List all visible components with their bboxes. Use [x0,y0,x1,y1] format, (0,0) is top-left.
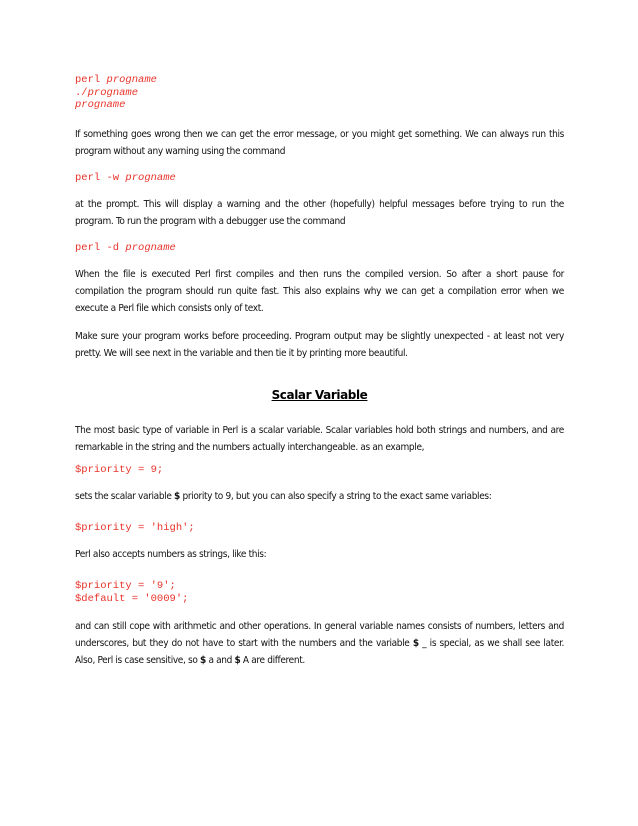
code-line: $priority = '9'; [75,580,176,592]
paragraph-prompt: at the prompt. This will display a warning and the other (hopefully) helpful messages before trying to run the program. To run the program with a debugger use the command [75,199,564,227]
text-run: sets the scalar variable [75,491,175,502]
text-run: a and [205,655,235,666]
code-block-debugger [75,242,564,255]
paragraph-set-scalar [75,488,564,505]
code-line [75,242,564,255]
paragraph-numbers-as-strings: Perl also accepts numbers as strings, like this: [75,549,267,560]
code-command: perl [75,74,107,86]
code-line: $default = '0009'; [75,592,189,605]
paragraph-scalar-intro: The most basic type of variable in Perl is a scalar variable. Scalar variables hold both strings and numbers, and are remarkable in the string and the numbers actually interchangeable. as an example, [75,425,564,453]
code-line [75,87,564,100]
code-command: ./ [75,86,88,99]
code-line: $priority = 9; [75,464,164,476]
code-block-warning [75,172,564,185]
code-command: perl -w [75,172,126,184]
paragraph-error-message: If something goes wrong then we can get the error message, or you might get something. We can always run this program without any warning using the command [75,129,564,157]
text-run: and can still cope with arithmetic and other operations. In general variable names consists of numbers, letters and underscores, but they do not have to start with the numbers and the variable [75,621,564,649]
paragraph-variable-names [75,618,564,669]
paragraph-compilation: When the file is executed Perl first compiles and then runs the compiled version. So after a short pause for compilation the program should run quite fast. This also explains why we can get a compilation error when we execute a Perl file which consists only of text. [75,269,564,314]
code-line [75,74,564,87]
code-argument: progname [125,242,176,254]
code-argument: progname [87,86,139,99]
section-heading: Scalar Variable [271,388,368,402]
text-run: priority to 9, but you can also specify a string to the exact same variables: [179,491,492,502]
text-run: A are different. [240,655,305,666]
code-block-priority-number [75,464,564,477]
dollar-symbol: $ [200,655,206,666]
paragraph-program-output: Make sure your program works before proceeding. Program output may be slightly unexpected - at least not very pretty. We will see next in the variable and then tie it by printing more beautiful. [75,331,564,359]
code-command: perl -d [75,242,126,254]
code-block-priority-string [75,522,564,535]
code-argument: progname [75,99,126,111]
code-argument: progname [106,74,157,86]
dollar-symbol: $ [234,655,241,666]
code-block-string-numbers [75,580,564,605]
text-run: _ is special, as we shall see later. Also, Perl is case sensitive, so [75,638,565,666]
code-line [75,172,564,185]
code-block-run-commands [75,74,564,112]
code-line: $priority = 'high'; [75,522,195,534]
code-argument: progname [125,172,176,184]
dollar-symbol: $ [412,638,419,649]
code-line [75,99,564,112]
dollar-symbol: $ [174,491,180,502]
